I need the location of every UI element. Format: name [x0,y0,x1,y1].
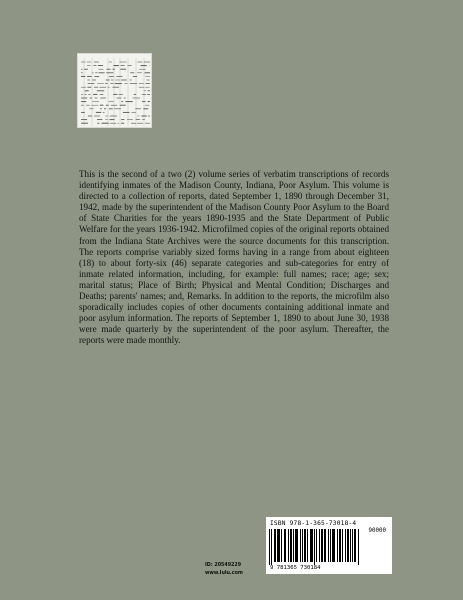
isbn-digits: 9 781365 730184 [270,565,321,571]
isbn-barcode [266,517,392,574]
price-code: 90000 [368,528,386,534]
description-paragraph: This is the second of a two (2) volume series of verbatim transcriptions of records identifying inmates of the Madison County, Indiana, Poor Asylum. This volume is directed to a collection of reports, dated September 1, 1890 through December 31, 1942, made by the superintendent of the Madison County Poor Asylum to the Board of State Charities for the years 1890-1935 and the State Department of Public Welfare for the years 1936-1942. Microfilmed copies of the original reports obtained from the Indiana State Archives were the source documents for this transcription. The reports comprise variably sized forms having in a range from about eighteen (18) to about forty-six (46) separate categories and sub-categories for entry of inmate related information, including, for example: full names; race; age; sex; marital status; Place of Birth; Physical and Mental Condition; Discharges and Deaths; parents' names; and, Remarks. In addition to the reports, the microfilm also sporadically includes copies of other documents containing additional inmate and poor asylum information. The reports of September 1, 1890 to about June 30, 1938 were made quarterly by the superintendent of the poor asylum. Thereafter, the reports were made monthly. [79,169,389,346]
ledger-record-thumbnail [77,53,152,128]
publisher-url: www.lulu.com [205,571,243,576]
print-id: ID: 20549229 [205,563,242,568]
ledger-record-image [78,54,152,128]
barcode-bars [269,529,359,565]
print-identifier [205,562,243,578]
isbn-label: ISBN 978-1-365-73018-4 [270,520,357,527]
